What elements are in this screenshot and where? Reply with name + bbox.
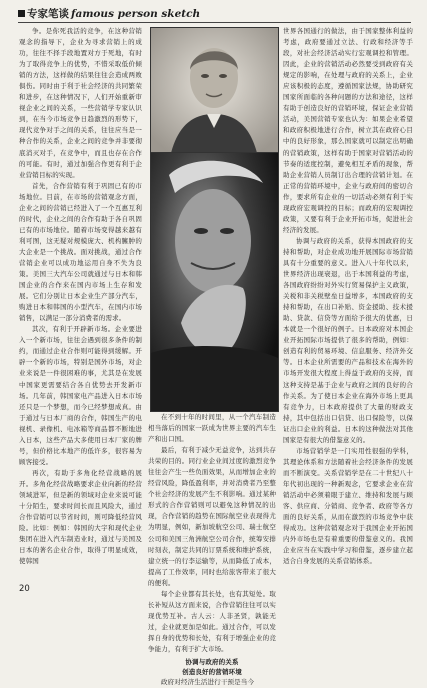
paragraph: 市场营销学是一门实用性很强的学科，其理论体系和方法随着社会经济条件的发展而不断演变。关系营销学是在二十世纪八十年代初出现的一种新观念，它要求企业在营销活动中必须着眼于建立、维持和发展与顾客、供应商、分销商、竞争者、政府等各方面的良好关系，从而在激烈的市场竞争中获得成功。这种营销观念对于我国企业开拓国内外市场也是有着重要的借鉴意义的。我国企业应当在实践中学习和借鉴，逐步建立起适合自身发展的关系营销体系。 bbox=[283, 446, 413, 566]
black-square-icon bbox=[18, 10, 25, 17]
section-heading bbox=[148, 657, 276, 677]
text-column-right bbox=[283, 26, 413, 593]
column-title-en: famous person sketch bbox=[71, 8, 201, 20]
paragraph: 争。是你死我活的竞争，在这种营销观念的指导下，企业为寻求营销上的成功，往往不择手段地置对方于死地，有时为了取得竞争上的优势，不惜采取低价倾销的方法，这样做的结果往往会造成两败俱伤。同时由于利于社会经济的共同繁荣和进步，在这种情况下，人们开始重新审视企业之间的关系，一些营销学专家认识到，在当今市场竞争日趋激烈的形势下，现代竞争对手之间的关系，往往应当是一种合作的关系，企业之间的竞争并非要彻底消灭对手，在竞争中，而且也存在合作的可能。有时，通过加强合作更有利于企业营销目标的实现。 bbox=[19, 27, 142, 179]
text-column-middle bbox=[148, 412, 276, 687]
portrait-photo-bottom bbox=[150, 152, 279, 412]
text-column-left bbox=[19, 26, 142, 591]
column-title-cn: 专家笔谈 bbox=[27, 8, 69, 20]
paragraph: 最后，有利于减少无益竞争，达到共存共荣的目的。同行业企业间过度的激烈竞争往往会产生一些负面效果，从而增加企业的经营风险，降低盈利率，并对消费者乃至整个社会经济的发展产生不利影响。通过某种形式的合作营销则可以避免这种情况的出现，合作营销的趋势在国际航空业表现得尤为明显，例如，新加坡航空公司、瑞士航空公司和美国三角洲航空公司合作，统筹安排时刻表，制定共同的订票系统和维护系统，建立统一的行李运输等，从而降低了成本，提高了工作效率，同时也给旅客带来了很大的便利。 bbox=[148, 446, 276, 587]
paragraph: 首先，合作营销有利于巩固已有的市场地位。目前，在市场的营销观念方面，企业之间的营销已经进入了一个互惠互利的时代，企业之间的合作有助于各自巩固已有的市场地位。随着市场变得越来越有利可图，这无疑对规模庞大、机构臃肿的大企业是一个挑战。面对挑战，通过合作营销企业可以成功地运用自身不失为良策。美国三大汽车公司就通过与日本和韩国企业的合作来在国内市场上生存和发展。它们分别让日本企业生产部分汽车，购进日本和韩国的小型汽车，在国内市场销售，以满足一部分消费者的需求。 bbox=[19, 181, 142, 323]
paragraph: 每个企业都有其长处，也有其短处。取长补短从这方面来说，合作营销往往可以实现优势互补。古人云：人非圣贤，孰能无过，企业就更加是如此。通过合作，可以发挥自身的优势和长处，有利于增强企业的竞争能力，有利于扩大市场。 bbox=[148, 589, 276, 653]
section-heading-line: 协调与政府的关系 bbox=[185, 658, 239, 667]
paragraph: 再次，有助于多角化经营战略的展开。多角化经营战略要求企业向新的经营领域进军，但是新的领域对企业来说可能十分陌生，要求时间长而且风险大，通过合作营销可以节省时间，则可降低经营风险。比如：例如：韩国的大宇和现代企业集团在进入汽车制造业时，通过与美国及日本的著名企业合作，取得了明显成效，使韩国 bbox=[19, 468, 142, 566]
portrait-photo-top bbox=[150, 27, 279, 154]
paragraph: 世界各国通行的做法，由于国家整体利益的考虑，政府要通过立法、行政和经济等手段，对社会经济活动实行宏观调控和管理。因此，企业的营销活动必然要受到政府有关规定的影响，在处理与政府的关系上，企业应该积极的态度，遵循国家法规，协助研究国家所面临的各种问题的方法和途径，这样有助于创造良好的营销环境，保证企业营销活动，美国营销专家也认为：如果企业希望和政府积极地进行合作，树立其在政府心目中的良好形象，那么国家就可以制定出明确的营销政策，这样有助于国家对营销活动的节奏的适度控制，避免相互矛盾的现象，帮助企业营销人员制订出合理的营销计划。在正常的营销环境中，企业与政府间的密切合作，要求所有企业的一切活动必须有利于实现政府宏观调控的目标；而政府的宏观调控政策，又要有利于企业开拓市场，促进社会经济的发展。 bbox=[283, 27, 413, 234]
paragraph: 在不到十年的时间里，从一个汽车制造相当落后的国家一跃成为世界主要的汽车生产和出口国。 bbox=[148, 413, 276, 444]
column-header bbox=[18, 8, 200, 20]
header-divider bbox=[18, 22, 411, 23]
paragraph: 政府对经济生活进行干预是当今 bbox=[161, 678, 255, 687]
paragraph: 协调与政府的关系，获得本国政府的支持和帮助，对企业成功地开展国际市场营销具有十分重要的意义。进入八十年代以来，世界经济出现衰退，出于本国利益的考虑，各国政府纷纷对外实行贸易保护主义政策，关税和非关税壁垒日益增多，本国政府的支持和帮助，在出口补贴、资金援助、技术援助、贷款、信贷等方面给予很大的优惠，日本就是一个很好的例子。日本政府对本国企业开拓国际市场提供了很多的帮助，例如：创造有利的贸易环境、信息服务、经济外交等。日本企业所需要的产品和技术在海外的市场开发很大程度上得益于政府的支持，而这种支持是基于企业与政府之间的良好的合作关系。为了使日本企业在海外市场上更具有竞争力，日本政府提供了大量的财政支持，其中包括出口信贷、出口保险等，以保证出口企业的利益。日本的这种做法对其他国家是有很大的借鉴意义的。 bbox=[283, 236, 413, 444]
paragraph: 其次，有利于开辟新市场。企业要进入一个新市场，往往会遇到很多条件的制约，而通过企业合作则可能得到缓解。开辟一个新的市场，特别是国外市场，对企业来说是一件很困难的事，尤其是在发展中国家更需要结合各自优势去开发新市场。几年前，韩国家电产品进入日本市场还只是一个梦想，而今已经梦想成真。由于通过与日本厂商的合作，韩国生产的电视机、录像机、电冰箱等商品都不断地进入日本，这些产品大多使用日本厂家的牌号，但价格比本地产的低许多，很容易为顾客接受。 bbox=[19, 325, 142, 466]
section-heading-line: 创造良好的营销环境 bbox=[182, 668, 242, 677]
page-number: 20 bbox=[19, 584, 30, 594]
